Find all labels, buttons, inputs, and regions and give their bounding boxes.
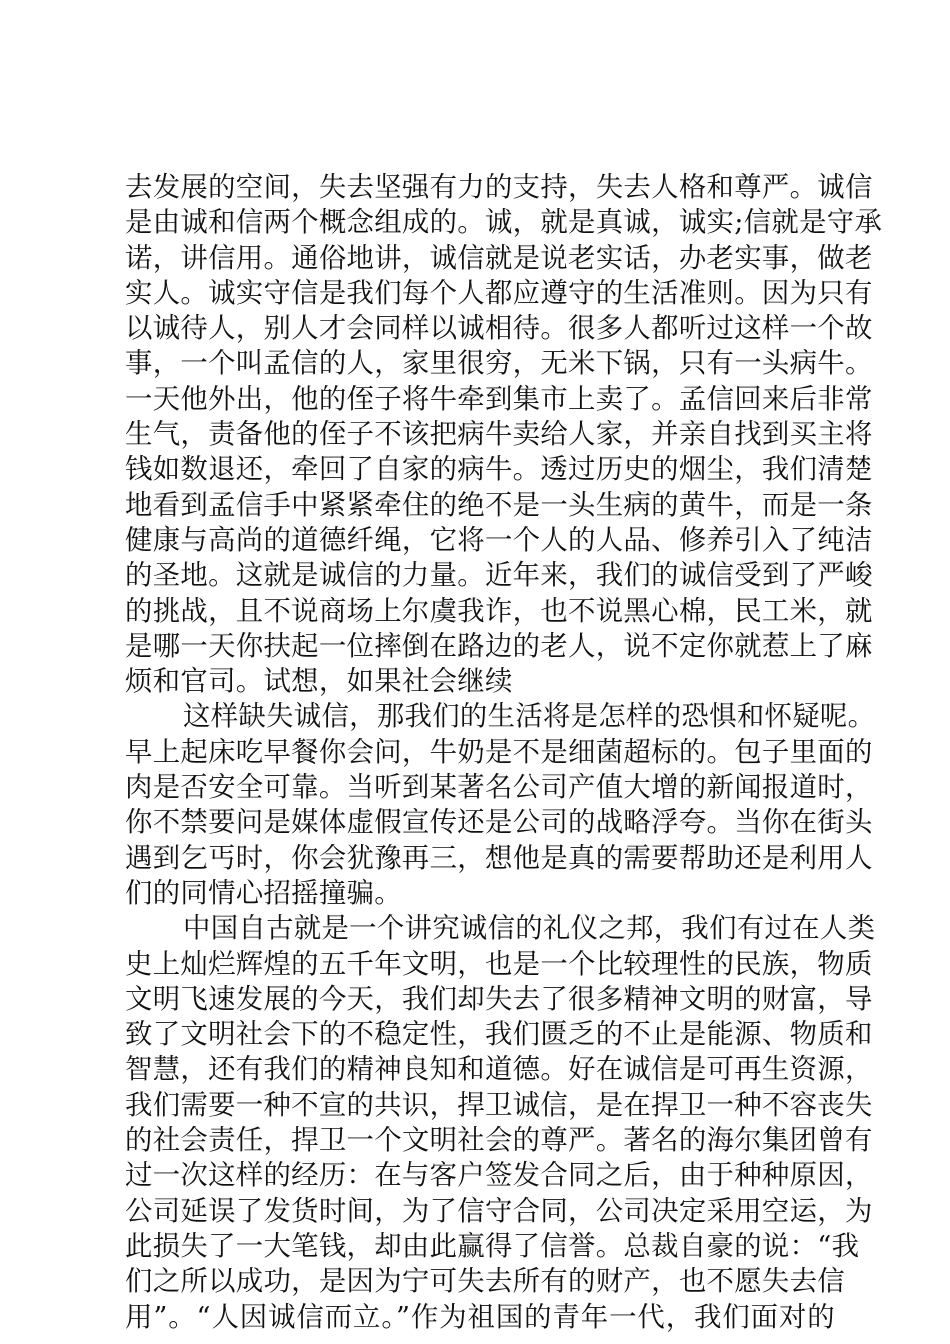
paragraph-1 — [125, 170, 883, 699]
text-line: 钱如数退还，牵回了自家的病牛。透过历史的烟尘，我们清楚 — [125, 454, 873, 486]
text-line: 中国自古就是一个讲究诚信的礼仪之邦，我们有过在人类 — [183, 913, 876, 945]
text-line: 用”。“人因诚信而立。”作为祖国的青年一代，我们面对的 — [125, 1301, 835, 1333]
text-line: 的挑战，且不说商场上尔虞我诈，也不说黑心棉，民工米，就 — [125, 595, 873, 627]
text-line: 烦和官司。试想，如果社会继续 — [125, 666, 513, 698]
body-text — [125, 170, 883, 1335]
text-line: 健康与高尚的道德纤绳，它将一个人的人品、修养引入了纯洁 — [125, 524, 873, 556]
text-line: 公司延误了发货时间，为了信守合同，公司决定采用空运，为 — [125, 1195, 873, 1227]
text-line: 此损失了一大笔钱，却由此赢得了信誉。总裁自豪的说：“我 — [125, 1230, 860, 1262]
text-line: 你不禁要问是媒体虚假宣传还是公司的战略浮夸。当你在街头 — [125, 807, 873, 839]
text-line: 是哪一天你扶起一位摔倒在路边的老人，说不定你就惹上了麻 — [125, 630, 873, 662]
text-line: 的社会责任，捍卫一个文明社会的尊严。著名的海尔集团曾有 — [125, 1125, 873, 1157]
paragraph-3 — [125, 911, 876, 1335]
text-line: 去发展的空间，失去坚强有力的支持，失去人格和尊严。诚信 — [125, 172, 873, 203]
text-line: 生气，责备他的侄子不该把病牛卖给人家，并亲自找到买主将 — [125, 419, 873, 451]
text-line: 过一次这样的经历：在与客户签发合同之后，由于种种原因， — [125, 1160, 873, 1192]
text-line: 实人。诚实守信是我们每个人都应遵守的生活准则。因为只有 — [125, 277, 873, 309]
text-line: 是由诚和信两个概念组成的。诚，就是真诚，诚实;信就是守承 — [125, 207, 883, 239]
text-line: 的圣地。这就是诚信的力量。近年来，我们的诚信受到了严峻 — [125, 560, 873, 592]
text-line: 地看到孟信手中紧紧牵住的绝不是一头生病的黄牛，而是一条 — [125, 489, 873, 521]
text-line: 们之所以成功，是因为宁可失去所有的财产，也不愿失去信 — [125, 1266, 845, 1298]
text-line: 一天他外出，他的侄子将牛牵到集市上卖了。孟信回来后非常 — [125, 383, 873, 415]
text-line: 肉是否安全可靠。当听到某著名公司产值大增的新闻报道时， — [125, 772, 873, 804]
text-line: 诺，讲信用。通俗地讲，诚信就是说老实话，办老实事，做老 — [125, 242, 873, 274]
paragraph-2 — [125, 699, 876, 911]
text-line: 文明飞速发展的今天，我们却失去了很多精神文明的财富，导 — [125, 983, 873, 1015]
text-line: 致了文明社会下的不稳定性，我们匮乏的不止是能源、物质和 — [125, 1019, 873, 1051]
text-line: 我们需要一种不宣的共识，捍卫诚信，是在捍卫一种不容丧失 — [125, 1089, 873, 1121]
text-line: 智慧，还有我们的精神良知和道德。好在诚信是可再生资源， — [125, 1054, 873, 1086]
text-line: 史上灿烂辉煌的五千年文明，也是一个比较理性的民族，物质 — [125, 948, 873, 980]
text-line: 这样缺失诚信，那我们的生活将是怎样的恐惧和怀疑呢。 — [183, 701, 876, 733]
text-line: 事，一个叫孟信的人，家里很穷，无米下锅，只有一头病牛。 — [125, 348, 873, 380]
text-line: 遇到乞丐时，你会犹豫再三，想他是真的需要帮助还是利用人 — [125, 842, 873, 874]
text-line: 以诚待人，别人才会同样以诚相待。很多人都听过这样一个故 — [125, 313, 873, 345]
text-line: 们的同情心招摇撞骗。 — [125, 877, 402, 909]
text-line: 早上起床吃早餐你会问，牛奶是不是细菌超标的。包子里面的 — [125, 736, 873, 768]
